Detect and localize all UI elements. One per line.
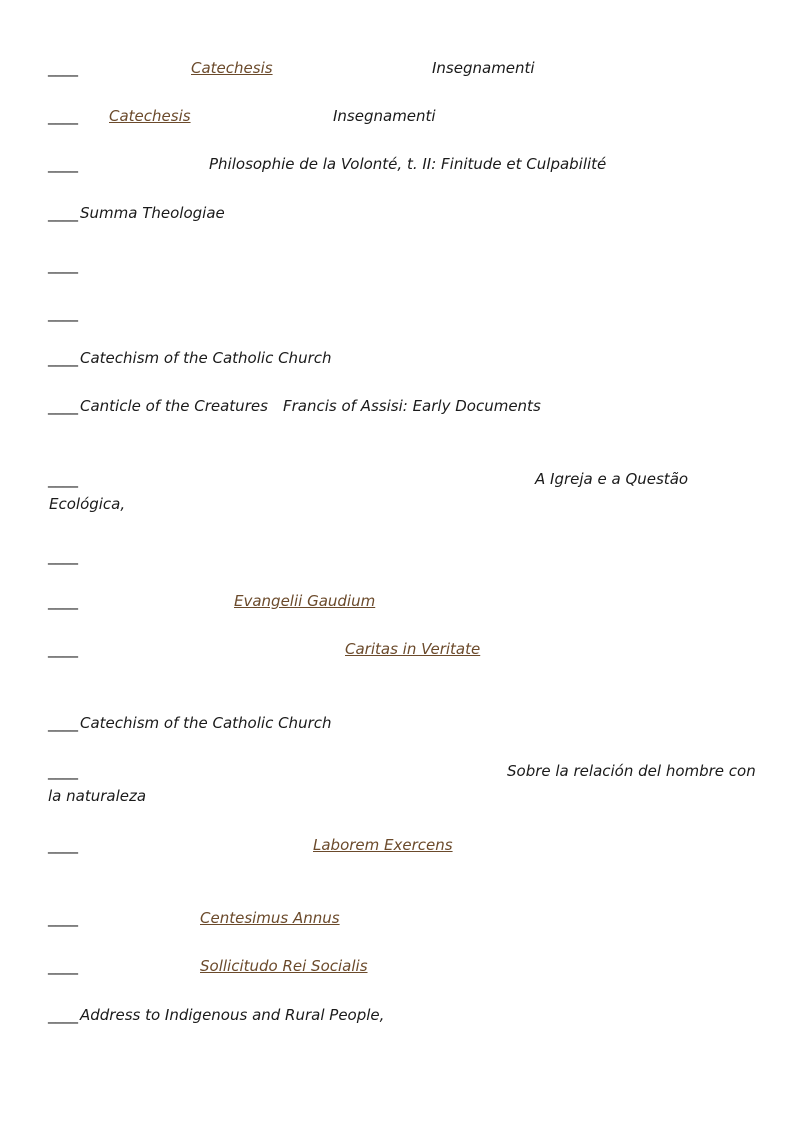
citation-title: Canticle of the Creatures	[80, 397, 268, 415]
citation-link-evangelii-gaudium[interactable]: Evangelii Gaudium	[234, 592, 376, 610]
blank-marker: ____	[48, 397, 78, 415]
blank-marker: ____	[48, 640, 78, 658]
citation-link-caritas-in-veritate[interactable]: Caritas in Veritate	[345, 640, 481, 658]
blank-marker: ____	[48, 1006, 78, 1024]
blank-marker: ____	[48, 59, 78, 77]
blank-marker: ____	[48, 909, 78, 927]
blank-marker: ____	[48, 836, 78, 854]
citation-title: Catechism of the Catholic Church	[80, 714, 332, 732]
blank-marker: ____	[48, 592, 78, 610]
citation-title: Philosophie de la Volonté, t. II: Finitude et Culpabilité	[209, 155, 607, 173]
citation-link-sollicitudo-rei-socialis[interactable]: Sollicitudo Rei Socialis	[200, 957, 368, 975]
blank-marker: ____	[48, 714, 78, 732]
blank-marker: ____	[48, 256, 78, 274]
blank-marker: ____	[48, 349, 78, 367]
citation-title: Summa Theologiae	[80, 204, 225, 222]
citation-title: Catechism of the Catholic Church	[80, 349, 332, 367]
citation-link-centesimus-annus[interactable]: Centesimus Annus	[200, 909, 340, 927]
citation-title: Address to Indigenous and Rural People,	[80, 1006, 385, 1024]
blank-marker: ____	[48, 155, 78, 173]
citation-title: Insegnamenti	[432, 59, 535, 77]
blank-marker: ____	[48, 304, 78, 322]
blank-marker: ____	[48, 470, 78, 488]
blank-marker: ____	[48, 547, 78, 565]
citation-title: Insegnamenti	[333, 107, 436, 125]
citation-title: A Igreja e a Questão	[535, 470, 689, 488]
citation-title: Francis of Assisi: Early Documents	[283, 397, 541, 415]
citation-title: Sobre la relación del hombre con	[507, 762, 756, 780]
blank-marker: ____	[48, 107, 78, 125]
blank-marker: ____	[48, 957, 78, 975]
citation-link-catechesis[interactable]: Catechesis	[109, 107, 191, 125]
blank-marker: ____	[48, 762, 78, 780]
citation-link-catechesis[interactable]: Catechesis	[191, 59, 273, 77]
citation-title-continued: Ecológica,	[49, 495, 126, 513]
blank-marker: ____	[48, 204, 78, 222]
citation-title-continued: la naturaleza	[48, 787, 147, 805]
citation-link-laborem-exercens[interactable]: Laborem Exercens	[313, 836, 453, 854]
